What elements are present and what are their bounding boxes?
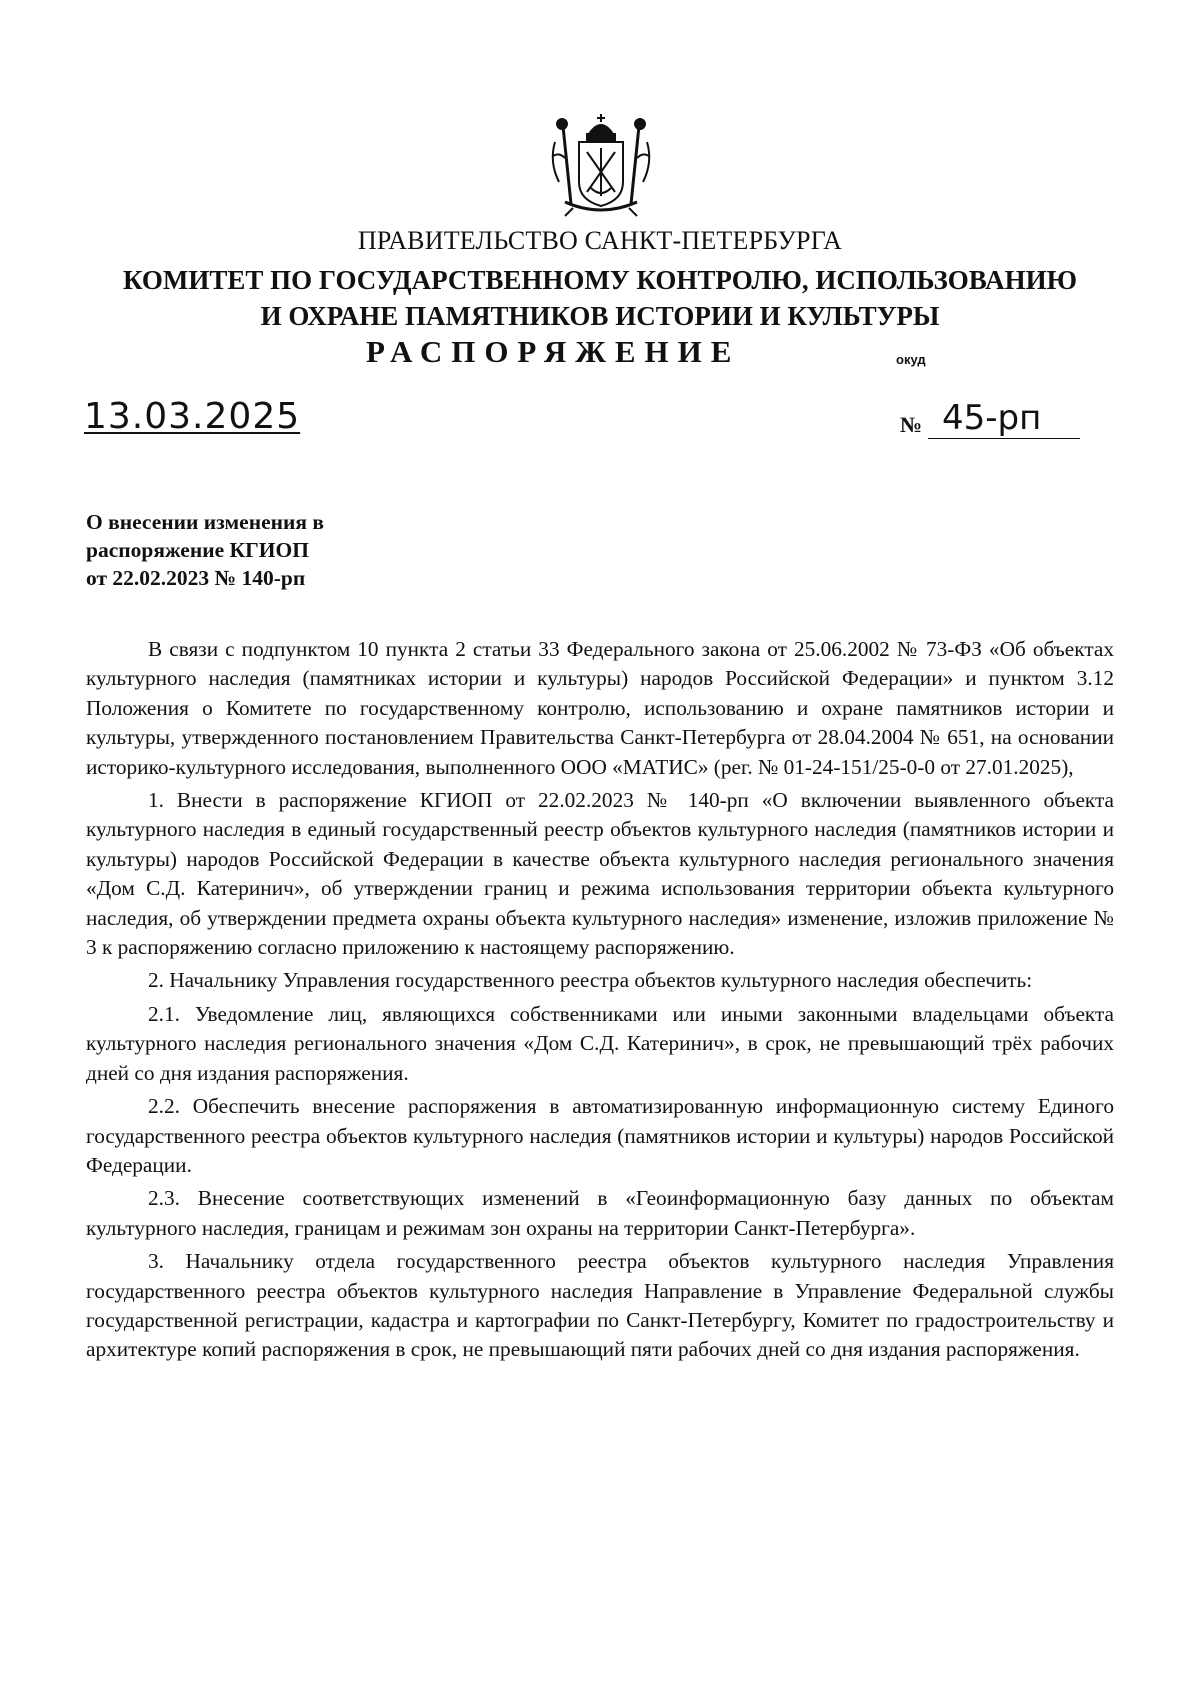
coat-of-arms-icon <box>545 112 657 220</box>
document-date: 13.03.2025 <box>84 396 301 437</box>
number-underline <box>928 438 1080 439</box>
committee-name-line2: И ОХРАНЕ ПАМЯТНИКОВ ИСТОРИИ И КУЛЬТУРЫ <box>260 301 940 331</box>
subject-line: О внесении изменения в <box>86 510 325 534</box>
committee-name <box>0 262 1200 334</box>
body-paragraph-1: 1. Внести в распоряжение КГИОП от 22.02.2023 № 140-рп «О включении выявленного объекта культурного наследия в единый государственный реестр объектов культурного наследия (памятников истории и культуры) народов Российской Федерации в качестве объекта культурного наследия регионального значения «Дом С.Д. Катеринич», об утверждении границ и режима использования территории объекта культурного наследия, об утверждении предмета охраны объекта культурного наследия» изменение, изложив приложение № 3 к распоряжению согласно приложению к настоящему распоряжению. <box>86 788 1114 960</box>
committee-name-line1: КОМИТЕТ ПО ГОСУДАРСТВЕННОМУ КОНТРОЛЮ, ИСПОЛЬЗОВАНИЮ <box>123 265 1077 295</box>
body-paragraph-3: 3. Начальнику отдела государственного реестра объектов культурного наследия Управления государственного реестра объектов культурного наследия Направление в Управление Федеральной службы государственной регистрации, кадастра и картографии по Санкт-Петербургу, Комитет по градостроительству и архитектуре копий распоряжения в срок, не превышающий пяти рабочих дней со дня издания распоряжения. <box>86 1249 1114 1362</box>
body-paragraph-2: 2. Начальнику Управления государственного реестра объектов культурного наследия обеспечить: <box>148 968 1033 993</box>
number-sign: № <box>900 412 923 437</box>
document-body <box>86 635 1114 1369</box>
subject-line: от 22.02.2023 № 140-рп <box>86 566 306 590</box>
body-paragraph-2-1: 2.1. Уведомление лиц, являющихся собственниками или иными законными владельцами объекта культурного наследия регионального значения «Дом С.Д. Катеринич», в срок, не превышающий трёх рабочих дней со дня издания распоряжения. <box>86 1001 1114 1085</box>
body-paragraph-2-2: 2.2. Обеспечить внесение распоряжения в автоматизированную информационную систему Единого государственного реестра объектов культурного наследия (памятников истории и культуры) народов Российской Федерации. <box>86 1094 1114 1177</box>
document-subject <box>86 508 324 592</box>
document-type: РАСПОРЯЖЕНИЕ <box>366 334 741 369</box>
document-number <box>900 398 1080 454</box>
number-value: 45-рп <box>942 398 1042 438</box>
subject-line: распоряжение КГИОП <box>86 538 309 562</box>
government-name: ПРАВИТЕЛЬСТВО САНКТ-ПЕТЕРБУРГА <box>357 226 843 255</box>
body-paragraph-2-3: 2.3. Внесение соответствующих изменений в «Геоинформационную базу данных по объектам культурного наследия, границам и режимам зон охраны на территории Санкт-Петербурга». <box>86 1186 1114 1240</box>
okud-label: окуд <box>896 352 926 367</box>
body-paragraph-preamble: В связи с подпунктом 10 пункта 2 статьи 33 Федерального закона от 25.06.2002 № 73-ФЗ «Об объектах культурного наследия (памятниках истории и культуры) народов Российской Федерации» и пунктом 3.12 Положения о Комитете по государственному контролю, использованию и охране памятников истории и культуры, утвержденного постановлением Правительства Санкт-Петербурга от 28.04.2004 № 651, на основании историко-культурного исследования, выполненного ООО «МАТИС» (рег. № 01-24-151/25-0-0 от 27.01.2025), <box>86 637 1114 779</box>
